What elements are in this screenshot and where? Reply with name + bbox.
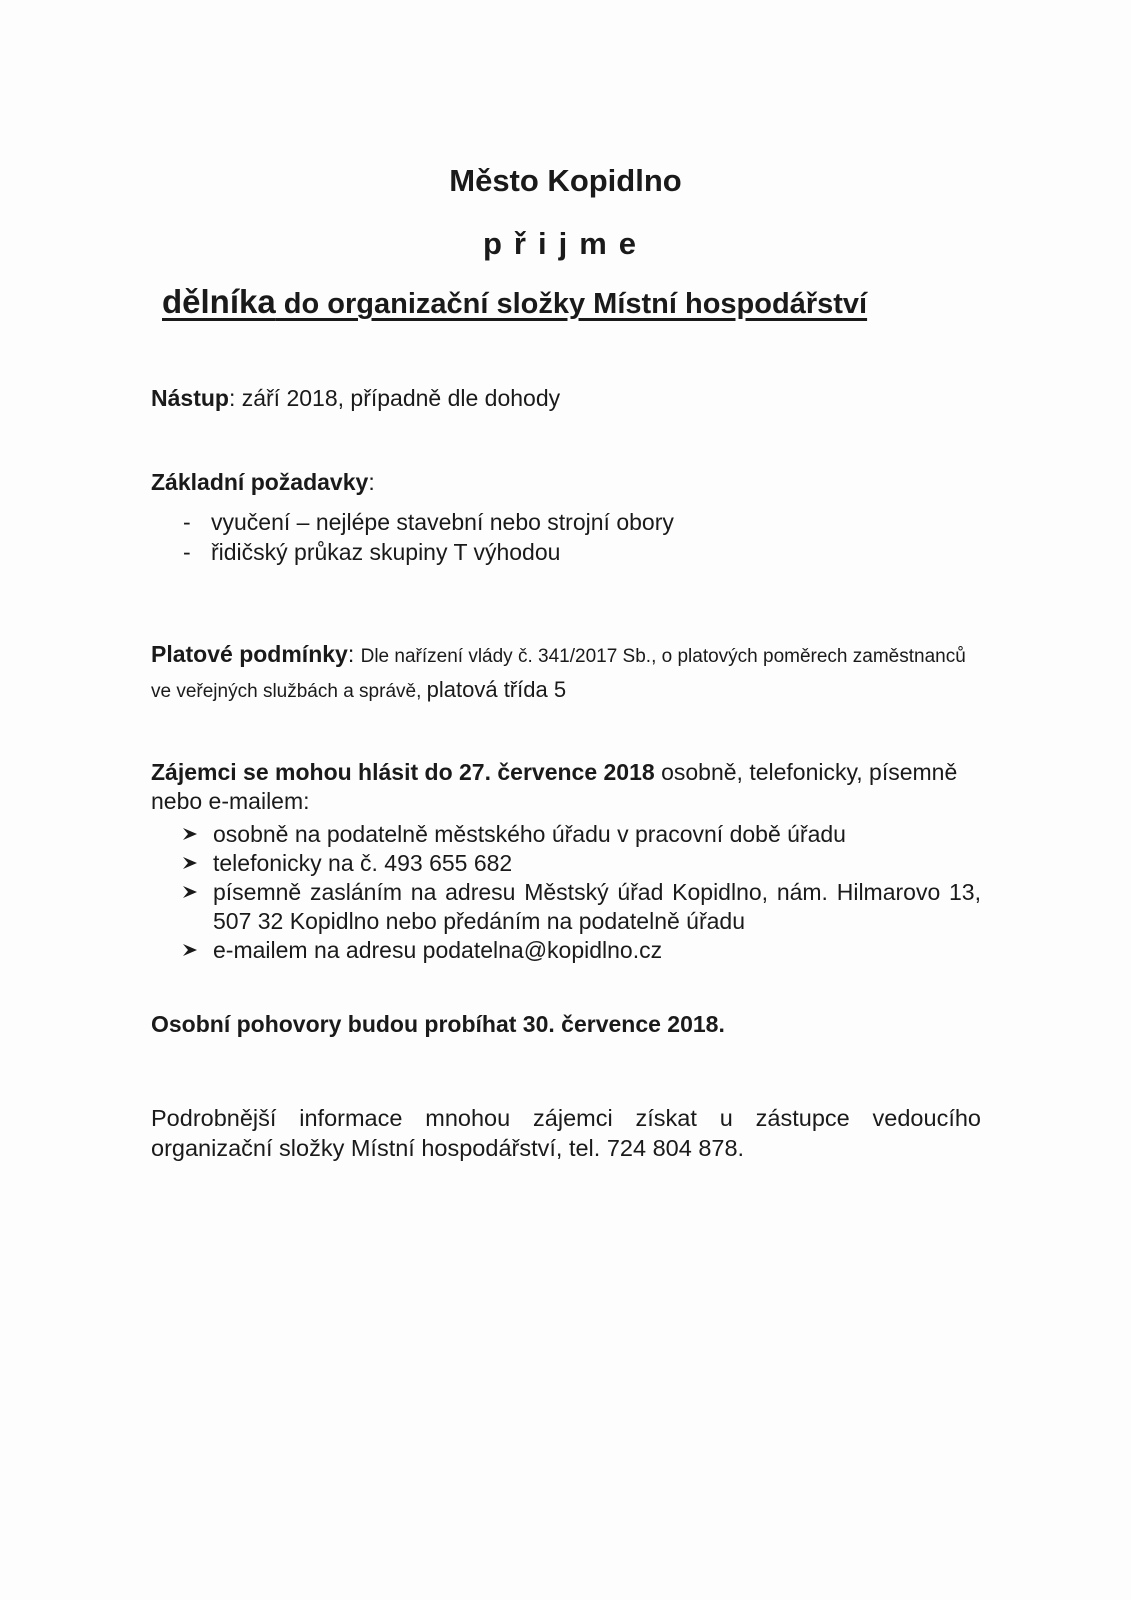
salary-label: Platové podmínky: [151, 641, 348, 667]
requirements-section: [151, 468, 981, 567]
job-headline-position: dělníka: [162, 283, 276, 320]
info-paragraph: Podrobnější informace mnohou zájemci získat u zástupce vedoucího organizační složky Místní hospodářství, tel. 724 804 878.: [151, 1105, 981, 1161]
contact-method-text: e-mailem na adresu podatelna@kopidlno.cz: [213, 937, 663, 963]
salary-colon: :: [347, 641, 361, 667]
arrow-bullet-icon: [182, 856, 198, 870]
applicants-section: [151, 758, 981, 965]
contact-method-text: písemně zasláním na adresu Městský úřad Kopidlno, nám. Hilmarovo 13, 507 32 Kopidlno nebo předáním na podatelně úřadu: [213, 879, 981, 934]
job-headline-department: do organizační složky Místní hospodářství: [275, 288, 868, 320]
requirement-item: - řidičský průkaz skupiny T výhodou: [151, 537, 981, 567]
salary-paragraph: [151, 638, 981, 708]
contact-method-text: telefonicky na č. 493 655 682: [213, 850, 513, 876]
contact-method-item: [151, 849, 981, 878]
start-date-paragraph: [151, 384, 981, 413]
page-subtitle: přijme: [482, 226, 649, 261]
contact-method-item: [151, 820, 981, 849]
salary-class: platová třída 5: [426, 677, 567, 702]
applicants-paragraph: [151, 758, 981, 816]
requirements-colon: :: [368, 469, 375, 495]
applicants-deadline: Zájemci se mohou hlásit do 27. července 2018: [151, 759, 655, 785]
contact-methods-list: [151, 820, 981, 965]
contact-method-item: [151, 878, 981, 936]
requirements-list: [151, 507, 981, 567]
applicants-methods: osobně, telefonicky, písemně nebo e-mailem:: [151, 759, 958, 814]
requirements-heading: [151, 468, 981, 497]
requirement-item: - vyučení – nejlépe stavební nebo strojní obory: [151, 507, 981, 537]
arrow-bullet-icon: [182, 943, 198, 957]
interviews-paragraph: Osobní pohovory budou probíhat 30. července 2018.: [151, 1011, 725, 1037]
start-date-label: Nástup: [151, 385, 229, 411]
page-title: Město Kopidlno: [449, 163, 682, 198]
arrow-bullet-icon: [182, 827, 198, 841]
start-date-text: : září 2018, případně dle dohody: [228, 385, 561, 411]
salary-text: Dle nařízení vlády č. 341/2017 Sb., o platových poměrech zaměstnanců ve veřejných službách a správě,: [151, 646, 966, 702]
job-headline: [162, 283, 867, 321]
requirements-label: Základní požadavky: [151, 469, 369, 495]
arrow-bullet-icon: [182, 885, 198, 899]
contact-method-text: osobně na podatelně městského úřadu v pracovní době úřadu: [213, 821, 846, 847]
contact-method-item: [151, 936, 981, 965]
